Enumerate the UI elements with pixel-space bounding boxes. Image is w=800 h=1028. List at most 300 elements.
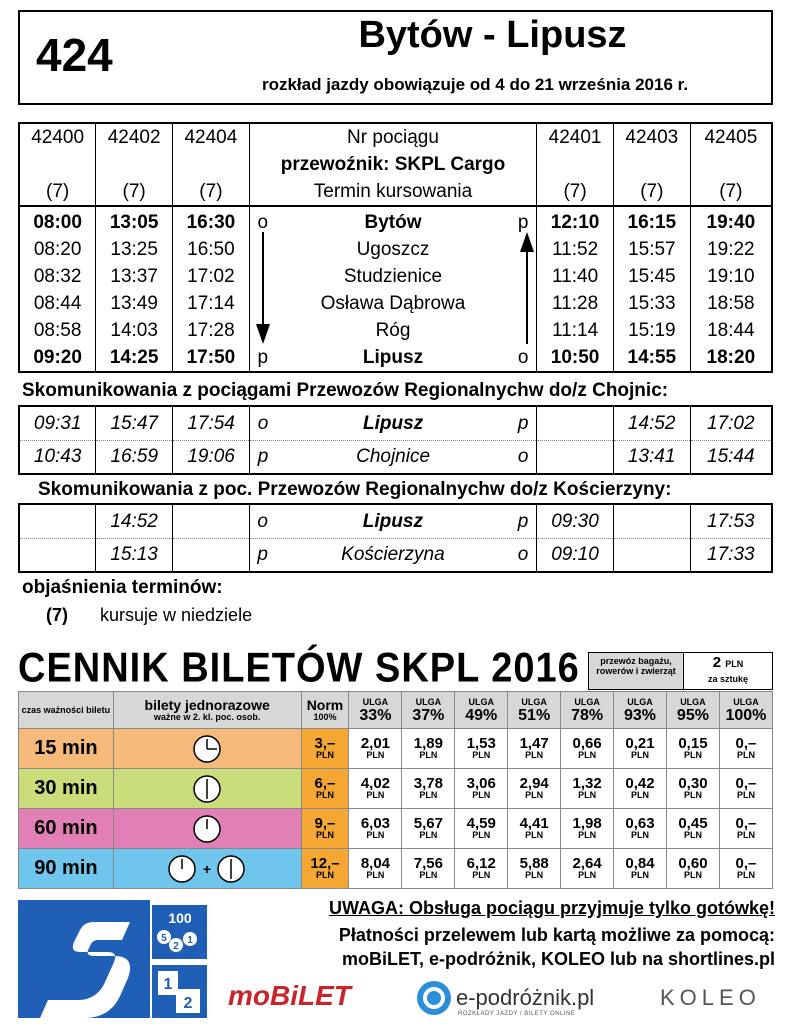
train-number: 42401: [537, 123, 614, 151]
currency: PLN: [578, 830, 597, 840]
connections-koscierzyna-table: [18, 503, 773, 573]
currency: PLN: [419, 750, 438, 760]
price-value: 0,–: [735, 775, 757, 792]
discount-label: ULGA: [733, 696, 759, 707]
price-value: 0,63: [625, 815, 655, 832]
koleo-logo: KOLEO: [660, 985, 761, 1010]
discount-pct: 33%: [359, 706, 392, 724]
main-timetable: [18, 122, 773, 373]
time-cell: 14:25: [96, 344, 173, 372]
discount-price: [508, 769, 561, 809]
time-cell: [613, 539, 690, 573]
currency: PLN: [366, 870, 385, 880]
price-value: 0,42: [625, 775, 655, 792]
discount-price: [666, 769, 719, 809]
discount-price: [666, 809, 719, 849]
time-cell: 15:33: [613, 290, 690, 317]
price-value: 0,15: [678, 735, 708, 752]
time-cell: 19:10: [690, 263, 772, 290]
discount-price: [614, 769, 667, 809]
discount-price: [455, 769, 508, 809]
time-cell: 09:20: [19, 344, 96, 372]
discount-pct: 95%: [676, 706, 709, 724]
left-mark: p: [257, 544, 268, 565]
time-cell: 15:44: [690, 441, 772, 475]
col-discount: [666, 692, 719, 729]
time-cell: 08:00: [19, 206, 96, 236]
discount-price: [666, 849, 719, 889]
time-cell: [613, 504, 690, 539]
discount-label: ULGA: [627, 696, 653, 707]
label-term: Termin kursowania: [249, 178, 536, 206]
table-row: [19, 206, 772, 236]
time-cell: 13:37: [96, 263, 173, 290]
discount-label: ULGA: [468, 696, 494, 707]
currency: PLN: [631, 750, 650, 760]
price-value: 7,56: [413, 855, 443, 872]
currency: PLN: [736, 870, 755, 880]
term-row: [19, 178, 772, 206]
currency: PLN: [525, 830, 544, 840]
price-list-title: CENNIK BILETÓW SKPL 2016: [18, 645, 580, 692]
time-cell: 10:50: [537, 344, 614, 372]
station-cell: [249, 504, 536, 539]
time-cell: 14:52: [96, 504, 173, 539]
station-cell: [249, 539, 536, 573]
time-cell: 16:30: [173, 206, 250, 236]
time-cell: 08:44: [19, 290, 96, 317]
time-cell: 11:14: [537, 317, 614, 344]
discount-pct: 37%: [412, 706, 445, 724]
currency: PLN: [578, 750, 597, 760]
currency: PLN: [631, 870, 650, 880]
time-cell: 17:14: [173, 290, 250, 317]
discount-price: [349, 769, 402, 809]
col-norm-label: Norm: [306, 696, 344, 713]
right-mark: o: [517, 446, 529, 467]
currency: PLN: [631, 790, 650, 800]
note-text: kursuje w niedziele: [100, 605, 253, 625]
price-value: 0,84: [625, 855, 655, 872]
price-value: 1,47: [519, 735, 549, 752]
price-value: 8,04: [360, 855, 391, 872]
table-row: [19, 263, 772, 290]
norm-value: 12,–: [310, 855, 340, 872]
discount-price: [561, 809, 614, 849]
discount-price: [561, 769, 614, 809]
currency: PLN: [683, 790, 702, 800]
discount-price: [349, 849, 402, 889]
mobilet-logo: moBiLET: [228, 980, 351, 1011]
discount-price: [402, 849, 455, 889]
clock-icon: [191, 813, 223, 845]
discount-price: [402, 809, 455, 849]
duration-cell: 30 min: [19, 769, 114, 809]
time-cell: 18:20: [690, 344, 772, 372]
discount-price: [614, 849, 667, 889]
station-cell: [250, 406, 537, 441]
empty-cell: [613, 151, 690, 178]
norm-value: 9,–: [314, 815, 336, 832]
time-cell: 11:52: [537, 236, 614, 263]
col-discount: [402, 692, 455, 729]
time-cell: 15:45: [613, 263, 690, 290]
time-cell: 11:40: [537, 263, 614, 290]
currency: PLN: [472, 870, 491, 880]
right-mark: p: [517, 413, 529, 434]
discount-price: [719, 849, 772, 889]
discount-price: [349, 809, 402, 849]
price-value: 4,59: [466, 815, 496, 832]
norm-value: 3,–: [314, 735, 336, 752]
term-code: (7): [613, 178, 690, 206]
station-name: Osława Dąbrowa: [320, 293, 466, 314]
discount-pct: 93%: [624, 706, 657, 724]
time-cell: 08:58: [19, 317, 96, 344]
time-cell: 13:49: [96, 290, 173, 317]
skpl-logo: [18, 900, 150, 1018]
route-title: Bytów - Lipusz: [358, 14, 627, 56]
table-row: [19, 441, 772, 475]
train-number: 42402: [96, 123, 173, 151]
col-single: [113, 692, 301, 729]
term-code: (7): [537, 178, 614, 206]
station-cell: [249, 290, 536, 317]
payment-line-2: moBiLET, e-podróżnik, KOLEO lub na shortlines.pl: [341, 949, 775, 969]
clock-cell: [113, 809, 301, 849]
cash-only-warning: UWAGA: Obsługa pociągu przyjmuje tylko gotówkę!: [328, 898, 775, 918]
price-value: 0,–: [735, 855, 757, 872]
payment-info: [220, 923, 775, 971]
time-cell: 18:44: [690, 317, 772, 344]
time-cell: 17:54: [173, 406, 250, 441]
time-cell: 17:50: [173, 344, 250, 372]
clock-icon: [191, 773, 223, 805]
term-code: (7): [690, 178, 772, 206]
clock-cell: [113, 849, 301, 889]
currency: PLN: [683, 870, 702, 880]
station-cell: [249, 317, 536, 344]
station-name: Lipusz: [362, 511, 423, 532]
time-cell: 18:58: [690, 290, 772, 317]
currency: PLN: [315, 750, 334, 760]
epodroznik-tagline: ROZKŁADY JAZDY / BILETY ONLINE: [458, 1011, 576, 1017]
discount-pct: 51%: [518, 706, 551, 724]
currency: PLN: [366, 750, 385, 760]
line-number: 424: [36, 29, 113, 81]
discount-price: [455, 729, 508, 769]
train-number: 42405: [690, 123, 772, 151]
term-code: (7): [173, 178, 250, 206]
connections-chojnice-table: [18, 405, 773, 475]
table-row: [19, 236, 772, 263]
time-cell: 16:50: [173, 236, 250, 263]
discount-price: [402, 769, 455, 809]
time-cell: 08:20: [19, 236, 96, 263]
col-single-label: bilety jednorazowe: [144, 696, 270, 713]
time-cell: [19, 539, 96, 573]
time-cell: 19:06: [173, 441, 250, 475]
banknote-100: 100: [168, 910, 192, 926]
empty-cell: [173, 151, 250, 178]
discount-price: [508, 809, 561, 849]
price-table: [18, 691, 773, 889]
table-row: [19, 317, 772, 344]
time-cell: 13:25: [96, 236, 173, 263]
clock-cell: [113, 729, 301, 769]
baggage-fee-box: [588, 652, 773, 690]
col-norm-pct: 100%: [313, 711, 337, 722]
validity-text: rozkład jazdy obowiązuje od 4 do 21 września 2016 r.: [261, 75, 689, 94]
currency: PLN: [525, 870, 544, 880]
station-name: Lipusz: [363, 413, 424, 434]
train-number-row: [19, 123, 772, 151]
currency: PLN: [315, 870, 334, 880]
table-row: [19, 539, 772, 573]
currency: PLN: [366, 790, 385, 800]
baggage-label: przewóz bagażu, rowerów i zwierząt: [589, 653, 684, 689]
discount-price: [666, 729, 719, 769]
time-cell: 16:59: [96, 441, 173, 475]
train-number: 42403: [613, 123, 690, 151]
station-cell: [249, 206, 536, 236]
currency: PLN: [315, 790, 334, 800]
norm-price: [301, 769, 349, 809]
currency: PLN: [419, 830, 438, 840]
discount-price: [561, 849, 614, 889]
price-value: 0,30: [678, 775, 708, 792]
discount-label: ULGA: [574, 696, 600, 707]
duration-cell: 15 min: [19, 729, 114, 769]
price-header-row: [19, 692, 773, 729]
norm-price: [301, 729, 349, 769]
station-name: Studzienice: [343, 266, 443, 287]
right-mark: p: [517, 212, 529, 233]
empty-cell: [537, 151, 614, 178]
col-discount: [349, 692, 402, 729]
up-arrow-icon: [520, 232, 534, 344]
time-cell: 13:05: [96, 206, 173, 236]
price-value: 6,03: [360, 815, 391, 832]
currency: PLN: [472, 750, 491, 760]
discount-label: ULGA: [362, 696, 389, 707]
discount-label: ULGA: [521, 696, 547, 707]
train-number: 42404: [173, 123, 250, 151]
col-norm: [301, 692, 349, 729]
currency: PLN: [578, 870, 597, 880]
discount-price: [614, 729, 667, 769]
epodroznik-logo-icon: [416, 980, 452, 1016]
time-cell: 08:32: [19, 263, 96, 290]
price-row: [19, 769, 773, 809]
train-number: 42400: [19, 123, 96, 151]
price-value: 4,41: [519, 815, 549, 832]
price-value: 5,88: [519, 855, 549, 872]
price-value: 6,12: [466, 855, 496, 872]
ticket-payment-icons: [152, 905, 207, 1018]
col-discount: [614, 692, 667, 729]
price-value: 0,66: [572, 735, 602, 752]
station-name: Róg: [375, 320, 411, 341]
discount-price: [455, 849, 508, 889]
discount-price: [719, 769, 772, 809]
currency: PLN: [736, 830, 755, 840]
station-cell: [250, 441, 537, 475]
time-cell: 09:31: [19, 406, 96, 441]
discount-price: [508, 729, 561, 769]
time-cell: [173, 504, 250, 539]
empty-cell: [690, 151, 772, 178]
notes-title: objaśnienia terminów:: [22, 577, 223, 598]
currency: PLN: [683, 830, 702, 840]
price-value: 0,60: [678, 855, 708, 872]
discount-label: ULGA: [680, 696, 706, 707]
time-cell: 15:47: [96, 406, 173, 441]
left-mark: p: [257, 446, 269, 467]
table-row: [19, 406, 772, 441]
price-row: [19, 849, 773, 889]
baggage-currency: PLN: [725, 659, 744, 669]
currency: PLN: [366, 830, 385, 840]
table-row: [19, 290, 772, 317]
time-cell: [537, 441, 614, 475]
term-code: (7): [96, 178, 173, 206]
label-train-no: Nr pociągu: [249, 123, 536, 151]
station-name: Bytów: [364, 212, 422, 233]
currency: PLN: [525, 790, 544, 800]
currency: PLN: [736, 790, 755, 800]
discount-pct: 100%: [725, 706, 767, 724]
price-value: 3,78: [413, 775, 443, 792]
time-cell: 17:02: [173, 263, 250, 290]
price-value: 0,21: [625, 735, 655, 752]
col-discount: [508, 692, 561, 729]
epodroznik-logo: e-podróżnik.pl: [456, 985, 595, 1010]
label-carrier: przewoźnik: SKPL Cargo: [249, 151, 536, 178]
payment-line-1: Płatności przelewem lub kartą możliwe za pomocą:: [338, 925, 775, 945]
station-name: Chojnice: [356, 446, 431, 467]
price-value: 1,98: [572, 815, 602, 832]
price-value: 2,94: [519, 775, 549, 792]
norm-price: [301, 809, 349, 849]
station-cell: [249, 236, 536, 263]
currency: PLN: [631, 830, 650, 840]
right-mark: p: [517, 511, 529, 532]
discount-price: [719, 809, 772, 849]
note-code: (7): [46, 605, 68, 625]
discount-pct: 78%: [571, 706, 604, 724]
discount-price: [508, 849, 561, 889]
station-name: Ugoszcz: [356, 239, 430, 260]
time-cell: 14:52: [613, 406, 690, 441]
price-row: [19, 809, 773, 849]
time-cell: 14:55: [613, 344, 690, 372]
price-row: [19, 729, 773, 769]
col-validity: czas ważności biletu: [19, 692, 114, 729]
col-discount: [719, 692, 772, 729]
currency: PLN: [472, 830, 491, 840]
time-cell: 17:33: [690, 539, 772, 573]
col-discount: [561, 692, 614, 729]
table-row: [19, 344, 772, 372]
station-name: Lipusz: [362, 347, 424, 368]
currency: PLN: [315, 830, 334, 840]
price-value: 2,64: [572, 855, 602, 872]
left-mark: o: [257, 212, 269, 233]
col-discount: [455, 692, 508, 729]
left-mark: o: [257, 413, 269, 434]
station-cell: [249, 263, 536, 290]
time-cell: 12:10: [537, 206, 614, 236]
discount-price: [561, 729, 614, 769]
empty-cell: [96, 151, 173, 178]
station-cell: [249, 344, 536, 372]
discount-price: [614, 809, 667, 849]
coin-5: 5: [161, 933, 167, 944]
time-cell: 14:03: [96, 317, 173, 344]
currency: PLN: [578, 790, 597, 800]
price-value: 0,–: [735, 735, 757, 752]
time-cell: 19:22: [690, 236, 772, 263]
currency: PLN: [419, 790, 438, 800]
time-cell: 15:19: [613, 317, 690, 344]
time-cell: 17:53: [690, 504, 772, 539]
clock-icon: [191, 733, 223, 765]
time-cell: 11:28: [537, 290, 614, 317]
time-cell: 09:30: [537, 504, 614, 539]
norm-price: [301, 849, 349, 889]
coin-1: 1: [187, 935, 193, 946]
price-value: 2,01: [360, 735, 391, 752]
term-code: (7): [19, 178, 96, 206]
discount-price: [455, 809, 508, 849]
baggage-price: 2: [712, 654, 722, 671]
station-name: Kościerzyna: [341, 544, 445, 565]
discount-pct: 49%: [465, 706, 498, 724]
price-value: 4,02: [360, 775, 391, 792]
price-value: 0,–: [735, 815, 757, 832]
time-cell: [537, 406, 614, 441]
table-row: [19, 504, 772, 539]
right-mark: o: [517, 347, 529, 368]
time-cell: 10:43: [19, 441, 96, 475]
time-cell: 17:02: [690, 406, 772, 441]
time-cell: 17:28: [173, 317, 250, 344]
price-value: 5,67: [413, 815, 443, 832]
left-mark: p: [257, 347, 269, 368]
currency: PLN: [419, 870, 438, 880]
currency: PLN: [736, 750, 755, 760]
price-value: 1,53: [466, 735, 496, 752]
right-mark: o: [517, 544, 529, 565]
price-value: 1,32: [572, 775, 602, 792]
price-value: 0,45: [678, 815, 708, 832]
currency: PLN: [683, 750, 702, 760]
col-single-sub: ważne w 2. kl. poc. osob.: [153, 711, 261, 722]
baggage-unit: za sztukę: [707, 674, 749, 684]
ticket-1: 1: [163, 976, 173, 993]
time-cell: 16:15: [613, 206, 690, 236]
discount-price: [349, 729, 402, 769]
discount-label: ULGA: [415, 696, 442, 707]
time-cell: [19, 504, 96, 539]
empty-cell: [19, 151, 96, 178]
price-value: 3,06: [466, 775, 496, 792]
time-cell: 15:13: [96, 539, 173, 573]
carrier-row: [19, 151, 772, 178]
time-cell: 13:41: [613, 441, 690, 475]
svg-text:+: +: [203, 860, 212, 877]
